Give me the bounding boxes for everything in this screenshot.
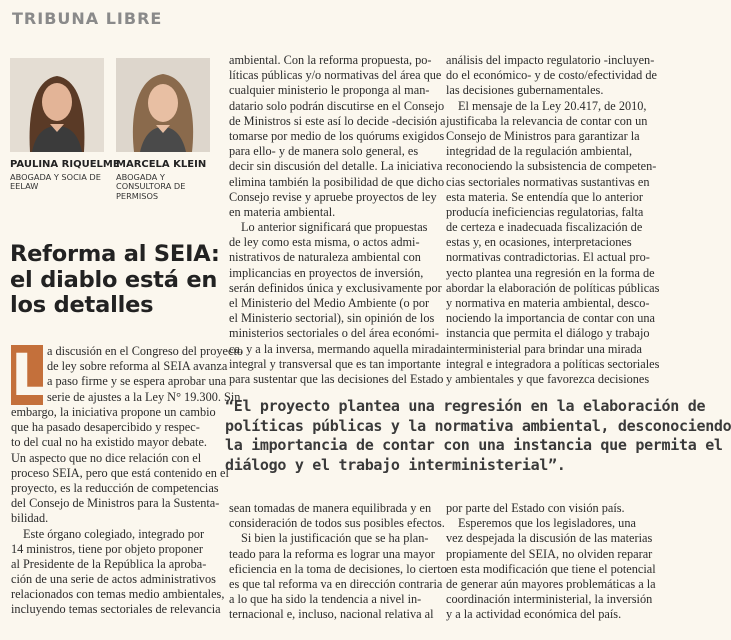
author-photo-marcela	[116, 58, 210, 152]
body-column-2-bottom: sean tomadas de manera equilibrada y en consideración de todos sus posibles efectos. Si bien la justificación que se ha plan- teado para la reforma es lograr una mayor eficiencia en la toma de decisiones, lo cierto es que tal reforma va en dirección contraria a lo que ha sido la tendencia a nivel in- ternacional e, incluso, nacional relativa al	[229, 501, 447, 622]
dropcap: L	[11, 341, 48, 409]
author-role: ABOGADA Y SOCIA DE EELAW	[10, 172, 101, 192]
pull-quote: “El proyecto plantea una regresión en la elaboración de políticas públicas y la normativa ambiental, desconociendo la importancia de contar con una instancia que permita el diálogo y el trabajo interministerial”.	[225, 397, 731, 474]
headline: Reforma al SEIA: el diablo está en los detalles	[10, 241, 220, 318]
body-column-3-bottom: por parte del Estado con visión país. Esperemos que los legisladores, una vez despejada la discusión de las materias propiamente del SEIA, no olviden reparar en esta modificación que tiene el potencial de generar aún mayores problemáticas a la coordinación interministerial, la inversión y a la actividad económica del país.	[446, 501, 656, 622]
body-column-3: análisis del impacto regulatorio -incluyen- do el económico- y de costo/efectividad de las decisiones gubernamentales. El mensaje de la Ley 20.417, de 2010, justificaba la relevancia de contar con un Consejo de Ministros para garantizar la integridad de la regulación ambiental, reconociendo la subsistencia de competen- cias sectoriales normativas sustantivas en esta materia. Se entendía que lo anterior producía ineficiencias regulatorias, falta de certeza e inadecuada fiscalización de estas y, en ocasiones, interpretaciones normativas contradictorias. El actual pro- yecto plantea una regresión en la forma de abordar la elaboración de políticas públicas y normativa en materia ambiental, desco- nociendo la importancia de contar con una instancia que permita el diálogo y trabajo interministerial para brindar una mirada integral e integradora a políticas sectoriales y ambientales y que favorezca decisiones	[446, 53, 660, 386]
author-role: ABOGADA Y CONSULTORA DE PERMISOS	[116, 172, 186, 201]
author-name: PAULINA RIQUELME	[10, 159, 120, 170]
body-column-2: ambiental. Con la reforma propuesta, po- líticas públicas y/o normativas del área que cualquier ministerio le proponga al man- datario solo podrán discutirse en el Consejo de Ministros si este así lo decide -decisión a tomarse por medio de los quórums exigidos para ello- y de manera solo general, es decir sin discusión del detalle. La iniciativa elimina también la posibilidad de que dicho Consejo revise y apruebe proyectos de ley en materia ambiental. Lo anterior significará que propuestas de ley como esta misma, o actos admi- nistrativos de naturaleza ambiental con implicancias en proyectos de inversión, serán definidos única y exclusivamente por el Ministerio del Medio Ambiente (o por el Ministerio sectorial), sin opinión de los ministerios sectoriales o del área económi- ca, y a la inversa, mermando aquella mirada integral y transversal que es tan importante para sustentar que las decisiones del Estado	[229, 53, 446, 386]
body-column-1: embargo, la iniciativa propone un cambio que ha pasado desapercibido y respec- to del cual no ha existido mayor debate. Un aspecto que no dice relación con el proceso SEIA, pero que está contenido en el proyecto, es la reducción de competencias del Consejo de Ministros para la Sustenta- bilidad. Este órgano colegiado, integrado por 14 ministros, tiene por objeto proponer al Presidente de la República la aproba- ción de una serie de actos administrativos relacionados con temas medio ambientales, incluyendo temas sectoriales de relevancia	[11, 405, 229, 617]
body-column-1-top: a discusión en el Congreso del proyecto de ley sobre reforma al SEIA avanza a paso firme y se espera aprobar una serie de ajustes a la Ley N° 19.300. Sin	[47, 344, 244, 404]
author-photo-paulina	[10, 58, 104, 152]
section-label: TRIBUNA LIBRE	[12, 9, 163, 28]
author-name: MARCELA KLEIN	[116, 159, 207, 170]
